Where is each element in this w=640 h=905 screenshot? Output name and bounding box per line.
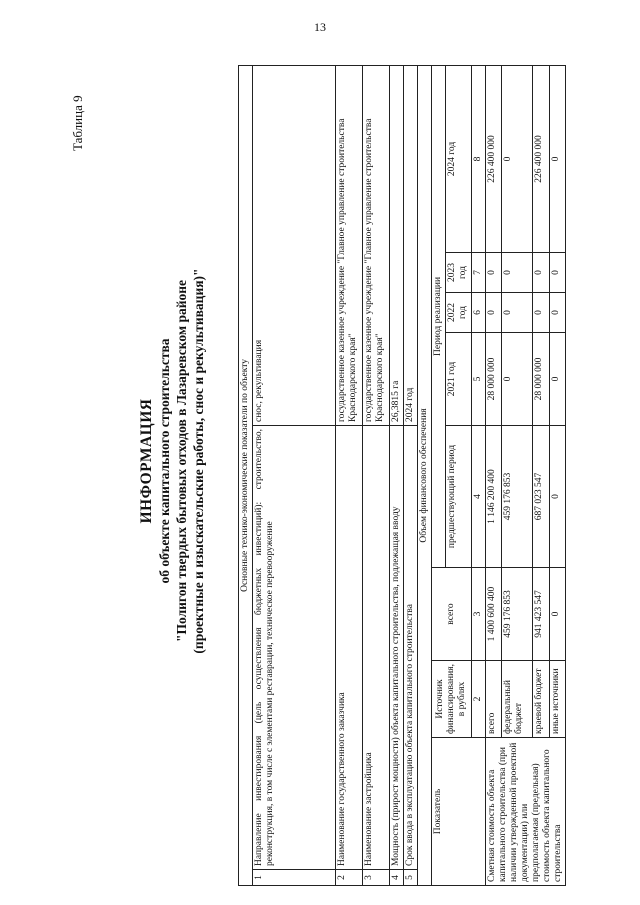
finance-2022: 0: [502, 293, 533, 333]
rotated-document: [42, 36, 602, 886]
row-number: 1: [253, 870, 336, 886]
finance-total: 459 176 853: [502, 568, 533, 661]
header-source: Источник финансирования, в рублях: [432, 661, 472, 738]
row-label: Срок ввода в эксплуатацию объекта капитального строительства: [404, 426, 418, 870]
finance-row: [486, 65, 502, 885]
header-2023: 2023 год: [446, 253, 472, 293]
table-row: [390, 65, 404, 885]
section-title-main: Основные технико-экономические показатели по объекту: [239, 65, 253, 885]
row-value: государственное казенное учреждение "Главное управление строительства Краснодарского края": [336, 65, 363, 425]
column-number: 4: [472, 426, 486, 568]
finance-total: 1 400 600 400: [486, 568, 502, 661]
header-prev-period: предшествующий период: [446, 426, 472, 568]
object-info-table: [238, 65, 566, 886]
row-number: 2: [336, 870, 363, 886]
heading-line-2: об объекте капитального строительства: [157, 338, 172, 584]
table-row: [363, 65, 390, 885]
row-number: 5: [404, 870, 418, 886]
finance-2021: 28 000 000: [486, 333, 502, 426]
column-number: 7: [472, 253, 486, 293]
section-row-main: [239, 65, 253, 885]
document-heading: [138, 76, 207, 846]
row-value: 26,3815 га: [390, 65, 404, 425]
row-value: снос, рекультивация: [253, 65, 336, 425]
header-2021: 2021 год: [446, 333, 472, 426]
row-value: государственное казенное учреждение "Главное управление строительства Краснодарского края": [363, 65, 390, 425]
indicator-description: Сметная стоимость объекта капитального строительства (при наличии утвержденной проектной документации) или предполагаемая (предельная) стоимость объекта капитального строительства: [486, 738, 566, 886]
finance-2023: 0: [533, 253, 549, 293]
column-number: 8: [472, 65, 486, 252]
header-2024: 2024 год: [446, 65, 472, 252]
finance-2024: 226 400 000: [486, 65, 502, 252]
header-period-group: Период реализации: [432, 65, 446, 567]
finance-prev: 1 146 200 400: [486, 426, 502, 568]
finance-2024: 0: [549, 65, 565, 252]
finance-2024: 226 400 000: [533, 65, 549, 252]
column-number: 5: [472, 333, 486, 426]
finance-2023: 0: [549, 253, 565, 293]
finance-header-row: [432, 65, 446, 885]
finance-2021: 28 000 000: [533, 333, 549, 426]
finance-source: федеральный бюджет: [502, 661, 533, 738]
finance-2024: 0: [502, 65, 533, 252]
finance-source: иные источники: [549, 661, 565, 738]
row-value: 2024 год: [404, 65, 418, 425]
heading-line-4: (проектные и изыскательские работы, снос и рекультивация)": [191, 268, 206, 654]
section-title-finance: Объем финансового обеспечения: [418, 65, 432, 885]
finance-prev: 0: [549, 426, 565, 568]
header-total: всего: [432, 568, 472, 661]
finance-2023: 0: [486, 253, 502, 293]
finance-prev: 687 023 547: [533, 426, 549, 568]
header-indicator: Показатель: [432, 738, 486, 886]
finance-2021: 0: [549, 333, 565, 426]
heading-title: ИНФОРМАЦИЯ: [138, 398, 155, 524]
finance-total: 941 423 547: [533, 568, 549, 661]
table-row: [253, 65, 336, 885]
finance-2022: 0: [549, 293, 565, 333]
table-row: [336, 65, 363, 885]
row-label: Направление инвестирования (цель осуществления бюджетных инвестиций): строительство, реконструкция, в том числе с элементами реставрации, техническое перевооружение: [253, 426, 336, 870]
heading-line-3: "Полигон твердых бытовых отходов в Лазаревском районе: [174, 280, 189, 642]
finance-2023: 0: [502, 253, 533, 293]
finance-2021: 0: [502, 333, 533, 426]
finance-2022: 0: [486, 293, 502, 333]
finance-source: всего: [486, 661, 502, 738]
finance-source: краевой бюджет: [533, 661, 549, 738]
section-row-finance: [418, 65, 432, 885]
finance-2022: 0: [533, 293, 549, 333]
row-label: Мощность (прирост мощности) объекта капитального строительства, подлежащая вводу: [390, 426, 404, 870]
column-number: 3: [472, 568, 486, 661]
finance-total: 0: [549, 568, 565, 661]
row-label: Наименование застройщика: [363, 426, 390, 870]
header-2022: 2022 год: [446, 293, 472, 333]
row-label: Наименование государственного заказчика: [336, 426, 363, 870]
column-number: 6: [472, 293, 486, 333]
row-number: 4: [390, 870, 404, 886]
column-number: 2: [472, 661, 486, 738]
finance-prev: 459 176 853: [502, 426, 533, 568]
row-number: 3: [363, 870, 390, 886]
table-row: [404, 65, 418, 885]
table-label: Таблица 9: [70, 95, 85, 151]
page-number: 13: [314, 20, 326, 34]
